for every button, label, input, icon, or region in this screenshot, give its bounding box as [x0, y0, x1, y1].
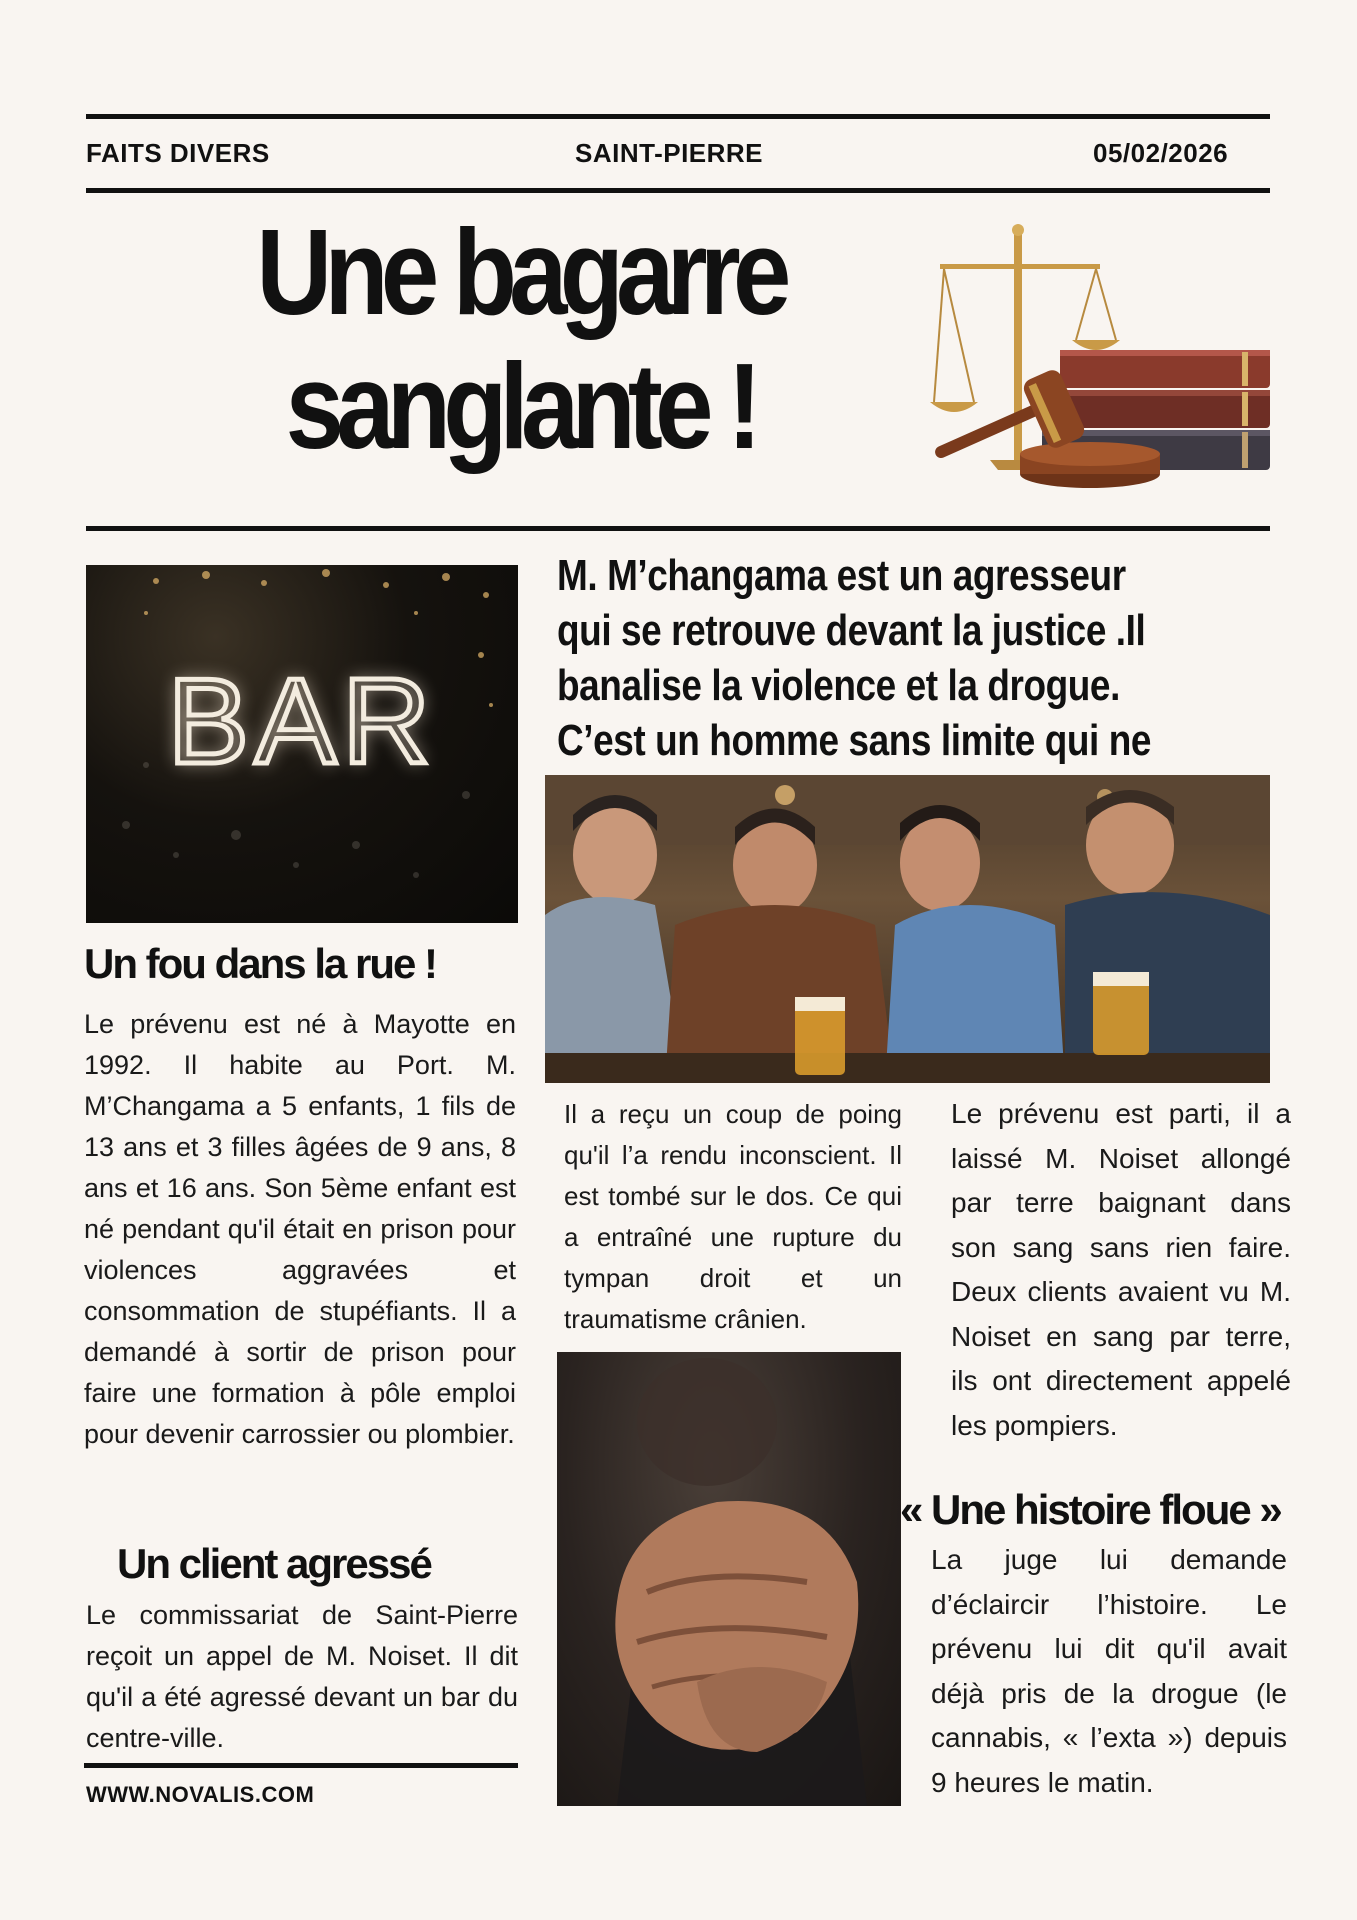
injury-paragraph: Il a reçu un coup de poing qu'il l’a rendu inconscient. Il est tombé sur le dos. Ce qui a entraîné une rupture du tympan droit et un traumatisme crânien.: [564, 1099, 902, 1334]
section-body-fou: Le prévenu est né à Mayotte en 1992. Il habite au Port. M. M’Changama a 5 enfants, 1 fils de 13 ans et 3 filles âgées de 9 ans, 8 ans et 16 ans. Son 5ème enfant est né pendant qu'il était en prison pour violences aggravées et consommation de stupéfiants. Il a demandé à sortir de prison pour faire une formation à pôle emploi pour devenir carrossier ou plombier.: [84, 1009, 516, 1449]
headline-bottom-rule: [86, 526, 1270, 531]
lead-paragraph: M. M’changama est un agresseur qui se retrouve devant la justice .Il banalise la violence et la drogue. C’est un homme sans limite qui ne: [557, 551, 1152, 765]
section-title-fou: Un fou dans la rue !: [84, 940, 437, 987]
top-rule: [86, 114, 1270, 119]
header-bottom-rule: [86, 188, 1270, 193]
footer-url: WWW.NOVALIS.COM: [86, 1782, 315, 1807]
section-body-client: Le commissariat de Saint-Pierre reçoit un appel de M. Noiset. Il dit qu'il a été agressé devant un bar du centre-ville.: [86, 1600, 518, 1753]
headline-line-2: sanglante !: [285, 338, 755, 474]
fist-photo: [557, 1352, 901, 1806]
footer-rule: [84, 1763, 518, 1768]
headline: [219, 205, 821, 473]
section-title-histoire: « Une histoire floue »: [900, 1486, 1281, 1533]
section-body-histoire: La juge lui demande d’éclaircir l’histoire. Le prévenu lui dit qu'il avait déjà pris de la drogue (le cannabis, « l’exta ») depuis 9 heures le matin.: [931, 1544, 1287, 1798]
location-label: SAINT-PIERRE: [575, 138, 764, 168]
headline-line-1: Une bagarre: [256, 204, 784, 340]
section-title-client: Un client agressé: [117, 1540, 431, 1587]
aftermath-paragraph: Le prévenu est parti, il a laissé M. Noiset allongé par terre baignant dans son sang sans rien faire. Deux clients avaient vu M. Noiset en sang par terre, ils ont directement appelé les pompiers.: [951, 1098, 1291, 1441]
scales-and-gavel-icon: [930, 222, 1275, 494]
bar-neon-photo: [86, 565, 518, 923]
section-label: FAITS DIVERS: [86, 138, 270, 168]
bar-fight-photo: [545, 775, 1270, 1083]
date-label: 05/02/2026: [1093, 138, 1229, 168]
bar-neon-sign: BAR: [167, 653, 437, 789]
